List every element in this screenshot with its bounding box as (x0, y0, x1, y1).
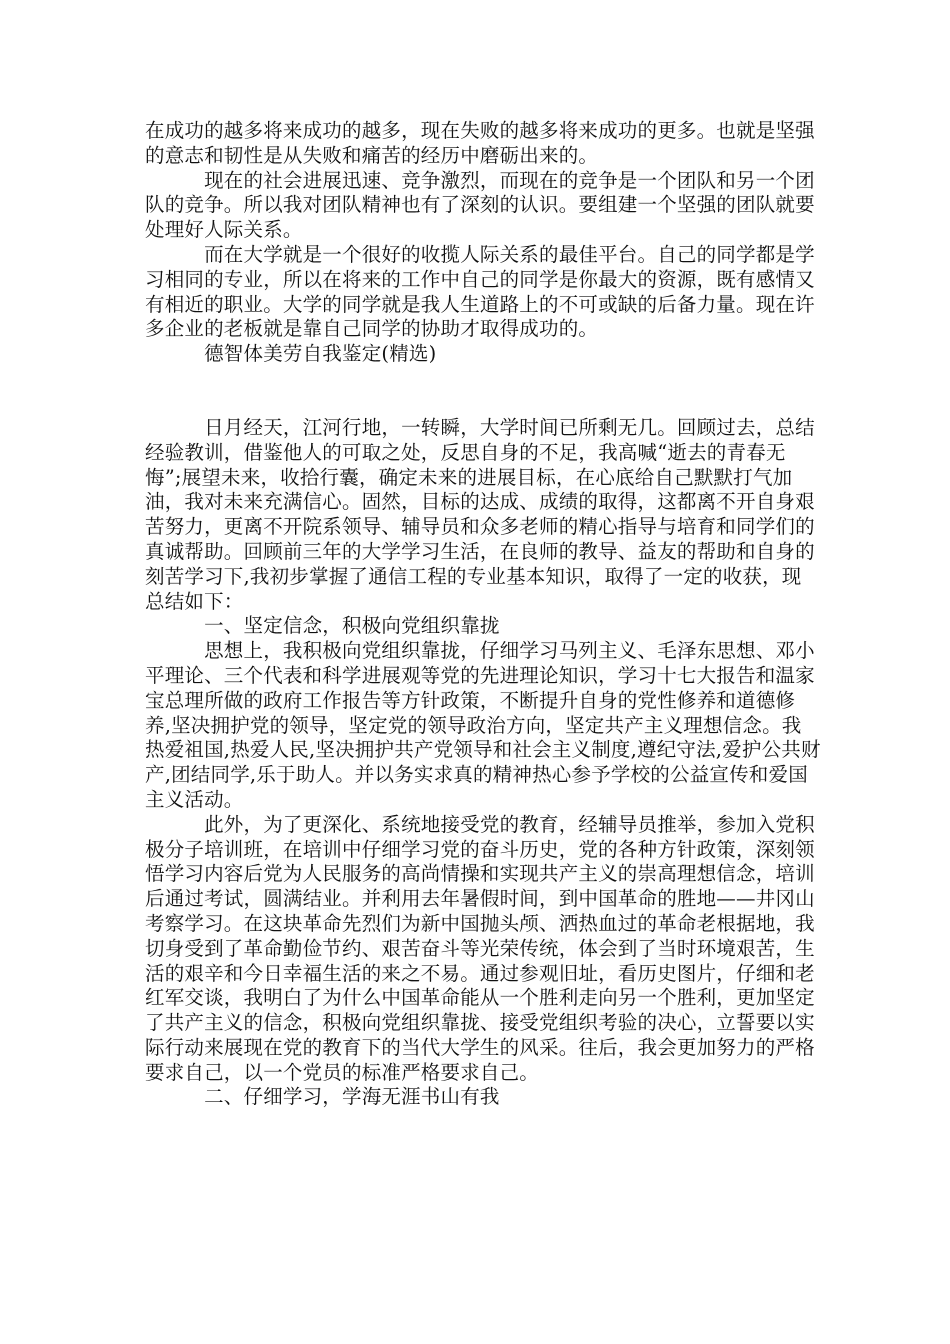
paragraph-3: 而在大学就是一个很好的收揽人际关系的最佳平台。自己的同学都是学习相同的专业，所以在将来的工作中自己的同学是你最大的资源，既有感情又有相近的职业。大学的同学就是我人生道路上的不可或缺的后备力量。现在许多企业的老板就是靠自己同学的协助才取得成功的。 (145, 242, 815, 341)
section-title: 德智体美劳自我鉴定(精选) (145, 342, 437, 366)
paragraph-2: 现在的社会进展迅速、竞争激烈，而现在的竞争是一个团队和另一个团队的竞争。所以我对团队精神也有了深刻的认识。要组建一个坚强的团队就要处理好人际关系。 (145, 168, 815, 242)
heading-1: 一、坚定信念，积极向党组织靠拢 (145, 614, 500, 638)
blank-line (145, 367, 821, 416)
paragraph-5: 思想上，我积极向党组织靠拢，仔细学习马列主义、毛泽东思想、邓小平理论、三个代表和科学进展观等党的先进理论知识，学习十七大报告和温家宝总理所做的政府工作报告等方针政策，不断提升自身的党性修养和道德修养,坚决拥护党的领导，坚定党的领导政治方向，坚定共产主义理想信念。我热爱祖国,热爱人民,坚决拥护共产党领导和社会主义制度,遵纪守法,爱护公共财产,团结同学,乐于助人。并以务实求真的精神热心参予学校的公益宣传和爱国主义活动。 (145, 639, 821, 811)
paragraph-4: 日月经天，江河行地，一转瞬，大学时间已所剩无几。回顾过去，总结经验教训，借鉴他人的可取之处，反思自身的不足，我高喊“逝去的青春无悔”;展望未来，收拾行囊，确定未来的进展目标，在心底给自己默默打气加油，我对未来充满信心。固然，目标的达成、成绩的取得，这都离不开自身艰苦努力，更离不开院系领导、辅导员和众多老师的精心指导与培育和同学们的真诚帮助。回顾前三年的大学学习生活，在良师的教导、益友的帮助和自身的刻苦学习下,我初步掌握了通信工程的专业基本知识，取得了一定的收获，现总结如下： (145, 415, 815, 613)
paragraph-6: 此外，为了更深化、系统地接受党的教育，经辅导员推举，参加入党积极分子培训班，在培训中仔细学习党的奋斗历史，党的各种方针政策，深刻领悟学习内容后党为人民服务的高尚情操和实现共产主义的崇高理想信念，培训后通过考试，圆满结业。并利用去年暑假时间，到中国革命的胜地——井冈山考察学习。在这块革命先烈们为新中国抛头颅、洒热血过的革命老根据地，我切身受到了革命勤俭节约、艰苦奋斗等光荣传统，体会到了当时环境艰苦，生活的艰辛和今日幸福生活的来之不易。通过参观旧址，看历史图片，仔细和老红军交谈，我明白了为什么中国革命能从一个胜利走向另一个胜利，更加坚定了共产主义的信念，积极向党组织靠拢、接受党组织考验的决心，立誓要以实际行动来展现在党的教育下的当代大学生的风采。往后，我会更加努力的严格要求自己，以一个党员的标准严格要求自己。 (145, 812, 815, 1084)
heading-2: 二、仔细学习，学海无涯书山有我 (145, 1085, 500, 1109)
paragraph-1: 在成功的越多将来成功的越多，现在失败的越多将来成功的更多。也就是坚强的意志和韧性是从失败和痛苦的经历中磨砺出来的。 (145, 119, 815, 167)
document-body (145, 119, 821, 1110)
